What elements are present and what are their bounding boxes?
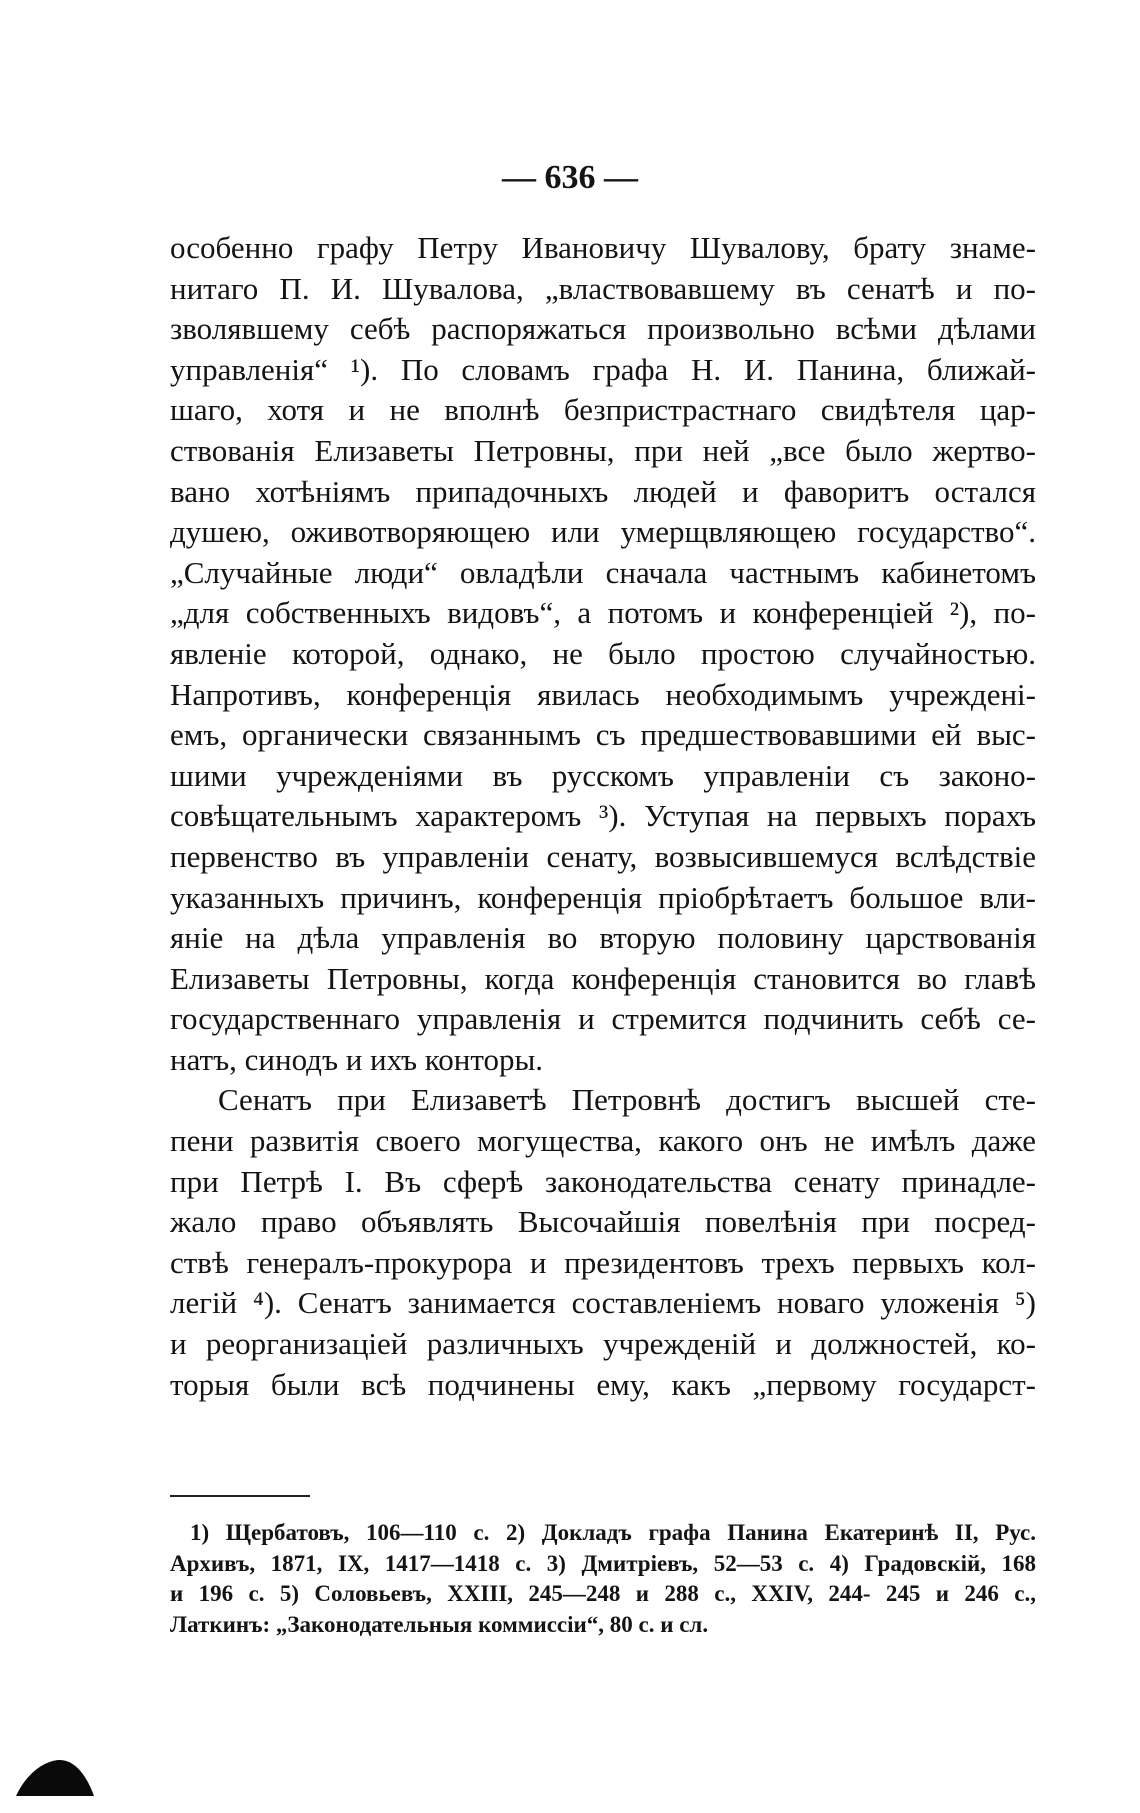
text-line: особенно графу Петру Ивановичу Шувалову, брату знаме- — [170, 230, 1036, 265]
scan-corner-mark — [14, 1756, 96, 1798]
text-line: первенство въ управленіи сенату, возвысившемуся вслѣдствіе — [170, 838, 1036, 874]
text-line: емъ, органически связаннымъ съ предшествовавшими ей выс- — [170, 717, 1036, 753]
footnote-divider — [170, 1495, 310, 1497]
text-line: зволявшему себѣ распоряжаться произвольно всѣми дѣлами — [170, 311, 1036, 347]
footnote-line: 1) Щербатовъ, 106—110 с. 2) Докладъ графа Панина Екатеринѣ II, Рус. — [190, 1520, 1036, 1545]
text-line: управленія“ ¹). По словамъ графа Н. И. Панина, ближай- — [170, 351, 1036, 387]
text-line: нитаго П. И. Шувалова, „властвовавшему въ сенатѣ и по- — [170, 270, 1036, 306]
corner-blot-shape — [16, 1760, 94, 1796]
text-line: легій ⁴). Сенатъ занимается составленіемъ новаго уложенія ⁵) — [170, 1285, 1036, 1321]
text-line: и реорганизаціей различныхъ учрежденій и должностей, ко- — [170, 1326, 1036, 1362]
footnote-line: Латкинъ: „Законодательныя коммиссіи“, 80 с. и сл. — [170, 1611, 709, 1637]
page-number: — 636 — — [502, 159, 638, 196]
text-line: ствованія Елизаветы Петровны, при ней „все было жертво- — [170, 432, 1036, 468]
footnote-line: Архивъ, 1871, IX, 1417—1418 с. 3) Дмитріевъ, 52—53 с. 4) Градовскій, 168 — [170, 1550, 1036, 1576]
footnotes — [170, 1518, 1036, 1640]
text-line: натъ, синодъ и ихъ конторы. — [170, 1041, 544, 1077]
text-line: яніе на дѣла управленія во вторую половину царствованія — [170, 920, 1036, 956]
text-line: Напротивъ, конференція явилась необходимымъ учрежденi- — [170, 676, 1036, 712]
text-line: совѣщательнымъ характеромъ ³). Уступая на первыхъ порахъ — [170, 798, 1036, 834]
text-line: шаго, хотя и не вполнѣ безпристрастнаго свидѣтеля цар- — [170, 392, 1036, 428]
text-line: пени развитія своего могущества, какого онъ не имѣлъ даже — [170, 1123, 1036, 1159]
text-line: душею, оживотворяющею или умерщвляющею государство“. — [170, 514, 1036, 550]
text-line: Сенатъ при Елизаветѣ Петровнѣ достигъ высшей сте- — [218, 1082, 1036, 1118]
text-line: жало право объявлять Высочайшія повелѣнія при посред- — [170, 1204, 1036, 1240]
text-line: государственнаго управленія и стремится подчинить себѣ се- — [170, 1001, 1036, 1037]
text-line: указанныхъ причинъ, конференція пріобрѣтаетъ большое вли- — [170, 879, 1036, 915]
text-line: торыя были всѣ подчинены ему, какъ „первому государст- — [170, 1366, 1036, 1402]
text-line: ствѣ генералъ-прокурора и президентовъ трехъ первыхъ кол- — [170, 1244, 1036, 1280]
footnote-line: и 196 с. 5) Соловьевъ, XXIII, 245—248 и 288 с., XXIV, 244- 245 и 246 с., — [170, 1581, 1036, 1606]
text-line: „для собственныхъ видовъ“, а потомъ и конференціей ²), по- — [170, 595, 1036, 631]
text-line: вано хотѣніямъ припадочныхъ людей и фаворитъ остался — [170, 473, 1036, 509]
text-line: шими учрежденіями въ русскомъ управленіи съ законо- — [170, 757, 1036, 793]
text-line: явленіе которой, однако, не было простою случайностью. — [170, 635, 1036, 671]
text-line: Елизаветы Петровны, когда конференція становится во главѣ — [170, 960, 1036, 996]
text-line: при Петрѣ I. Въ сферѣ законодательства сенату принадле- — [170, 1163, 1036, 1199]
body-text — [170, 228, 1036, 1405]
text-line: „Случайные люди“ овладѣли сначала частнымъ кабинетомъ — [170, 554, 1036, 590]
